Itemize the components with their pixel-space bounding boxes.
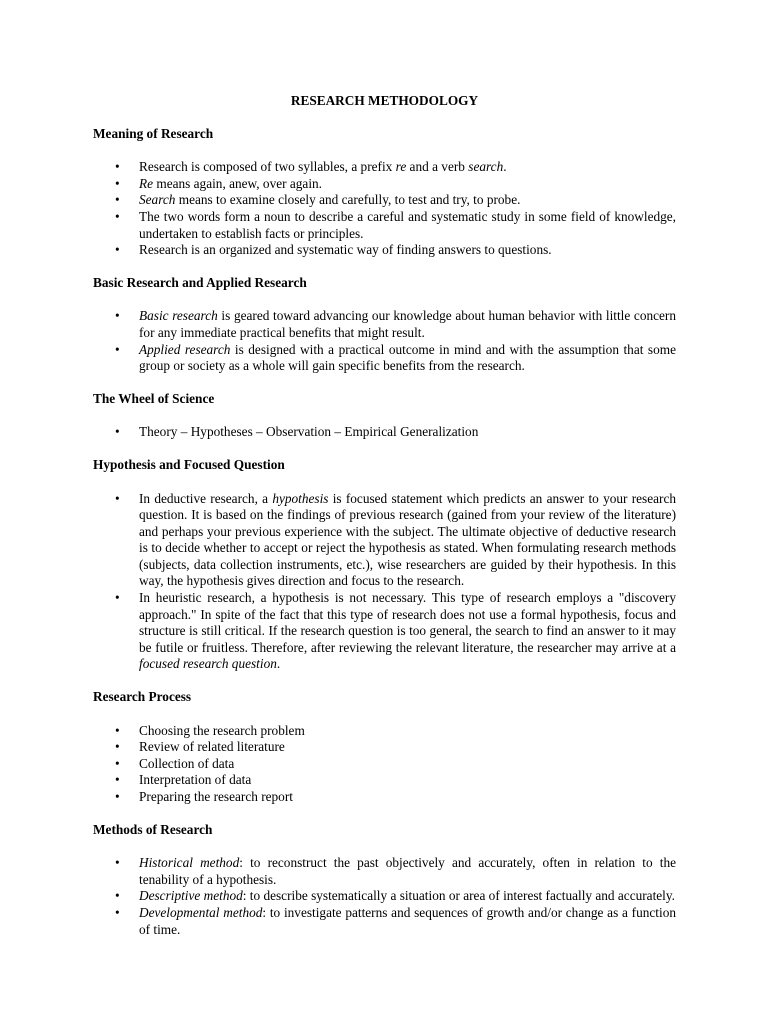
section-heading: Hypothesis and Focused Question [93, 456, 285, 472]
item-text: is designed with a practical outcome in mind and with the assumption that some group or society as a whole will gain specific benefits from the research. [139, 341, 676, 374]
section [93, 822, 676, 939]
bullet-icon: • [115, 722, 120, 738]
section-heading: Research Process [93, 689, 192, 705]
emphasized-term: focused research question [139, 656, 277, 672]
item-text: is focused statement which predicts an answer to your research question. It is based on the findings of previous research (gained from your review of the literature) and perhaps your previous experience with the subject. The ultimate objective of deductive research is to decide whether to accept or reject the hypothesis as stated. When formulating research methods (subjects, data collection instruments, etc.), wise researchers are guided by their hypothesis. In this way, the hypothesis gives direction and focus to the research. [139, 490, 676, 589]
bullet-item [93, 855, 676, 888]
bullet-icon: • [115, 242, 120, 258]
emphasized-term: Developmental method [139, 904, 263, 920]
bullet-list [93, 855, 676, 938]
bullet-item [93, 772, 676, 789]
item-text: Research is an organized and systematic way of finding answers to questions. [139, 242, 552, 258]
bullet-icon: • [115, 789, 120, 804]
bullet-icon: • [115, 888, 120, 904]
item-text: . [503, 159, 507, 175]
emphasized-term: hypothesis [272, 490, 329, 506]
bullet-icon: • [115, 159, 120, 175]
item-text: Choosing the research problem [139, 722, 305, 738]
item-text: Review of related literature [139, 739, 285, 755]
bullet-item [93, 342, 676, 375]
bullet-item [93, 739, 676, 756]
item-text: The two words form a noun to describe a careful and systematic study in some field of knowledge, undertaken to establish facts or principles. [139, 208, 676, 241]
item-text: In heuristic research, a hypothesis is not necessary. This type of research employs a "discovery approach." In spite of the fact that this type of research does not use a formal hypothesis, focus and structure is still critical. If the research question is too general, the search to find an answer to it may be futile or fruitless. Therefore, after reviewing the relevant literature, the researcher may arrive at a [139, 590, 676, 655]
item-text: Preparing the research report [139, 789, 293, 804]
bullet-item [93, 176, 676, 193]
emphasized-term: Basic research [139, 308, 218, 324]
item-text: Interpretation of data [139, 772, 252, 788]
bullet-icon: • [115, 739, 120, 755]
section [93, 275, 676, 375]
section [93, 689, 676, 806]
bullet-item [93, 209, 676, 242]
item-text: Research is composed of two syllables, a prefix [139, 159, 396, 175]
bullet-item [93, 491, 676, 591]
bullet-icon: • [115, 904, 120, 920]
emphasized-term: Historical method [139, 855, 240, 871]
section-heading: Meaning of Research [93, 125, 214, 141]
bullet-item [93, 756, 676, 773]
bullet-item [93, 424, 676, 441]
bullet-item [93, 723, 676, 740]
bullet-list [93, 491, 676, 674]
bullet-item [93, 888, 676, 905]
section [93, 391, 676, 441]
document-title: RESEARCH METHODOLOGY [290, 93, 479, 108]
bullet-item [93, 308, 676, 341]
bullet-icon: • [115, 772, 120, 788]
section [93, 126, 676, 259]
bullet-list [93, 159, 676, 259]
bullet-item [93, 905, 676, 938]
item-text: means again, anew, over again. [153, 175, 323, 191]
item-text: In deductive research, a [139, 490, 273, 506]
item-text: means to examine closely and carefully, to test and try, to probe. [175, 192, 521, 208]
emphasized-term: Applied research [139, 341, 231, 357]
emphasized-term: Descriptive method [139, 888, 243, 904]
item-text: Theory – Hypotheses – Observation – Empirical Generalization [139, 424, 479, 440]
item-text: and a verb [406, 159, 469, 175]
bullet-icon: • [115, 590, 120, 606]
emphasized-term: Search [139, 192, 176, 208]
bullet-icon: • [115, 208, 120, 224]
item-text: Collection of data [139, 755, 235, 771]
section-heading: Methods of Research [93, 821, 213, 837]
bullet-icon: • [115, 308, 120, 324]
bullet-icon: • [115, 490, 120, 506]
section-heading: Basic Research and Applied Research [93, 274, 307, 290]
bullet-icon: • [115, 175, 120, 191]
bullet-item [93, 789, 676, 806]
item-text: is geared toward advancing our knowledge about human behavior with little concern for any immediate practical benefits that might result. [139, 308, 676, 340]
bullet-item [93, 159, 676, 176]
item-text: . [276, 656, 281, 672]
item-text: : to describe systematically a situation or area of interest factually and accurately. [242, 888, 675, 904]
bullet-item [93, 590, 676, 673]
bullet-icon: • [115, 424, 120, 440]
item-text: : to investigate patterns and sequences of growth and/or change as a function of time. [139, 904, 676, 937]
section-heading: The Wheel of Science [93, 390, 215, 406]
bullet-icon: • [115, 855, 120, 871]
emphasized-term: search [468, 159, 504, 175]
bullet-icon: • [115, 755, 120, 771]
item-text: : to reconstruct the past objectively and accurately, often in relation to the tenability of a hypothesis. [139, 855, 676, 887]
bullet-item [93, 242, 676, 259]
bullet-icon: • [115, 192, 120, 208]
bullet-item [93, 192, 676, 209]
emphasized-term: Re [139, 175, 154, 191]
bullet-list [93, 424, 676, 441]
section [93, 457, 676, 673]
bullet-list [93, 723, 676, 806]
document-body [93, 126, 676, 939]
bullet-list [93, 308, 676, 374]
emphasized-term: re [395, 159, 407, 175]
bullet-icon: • [115, 341, 120, 357]
